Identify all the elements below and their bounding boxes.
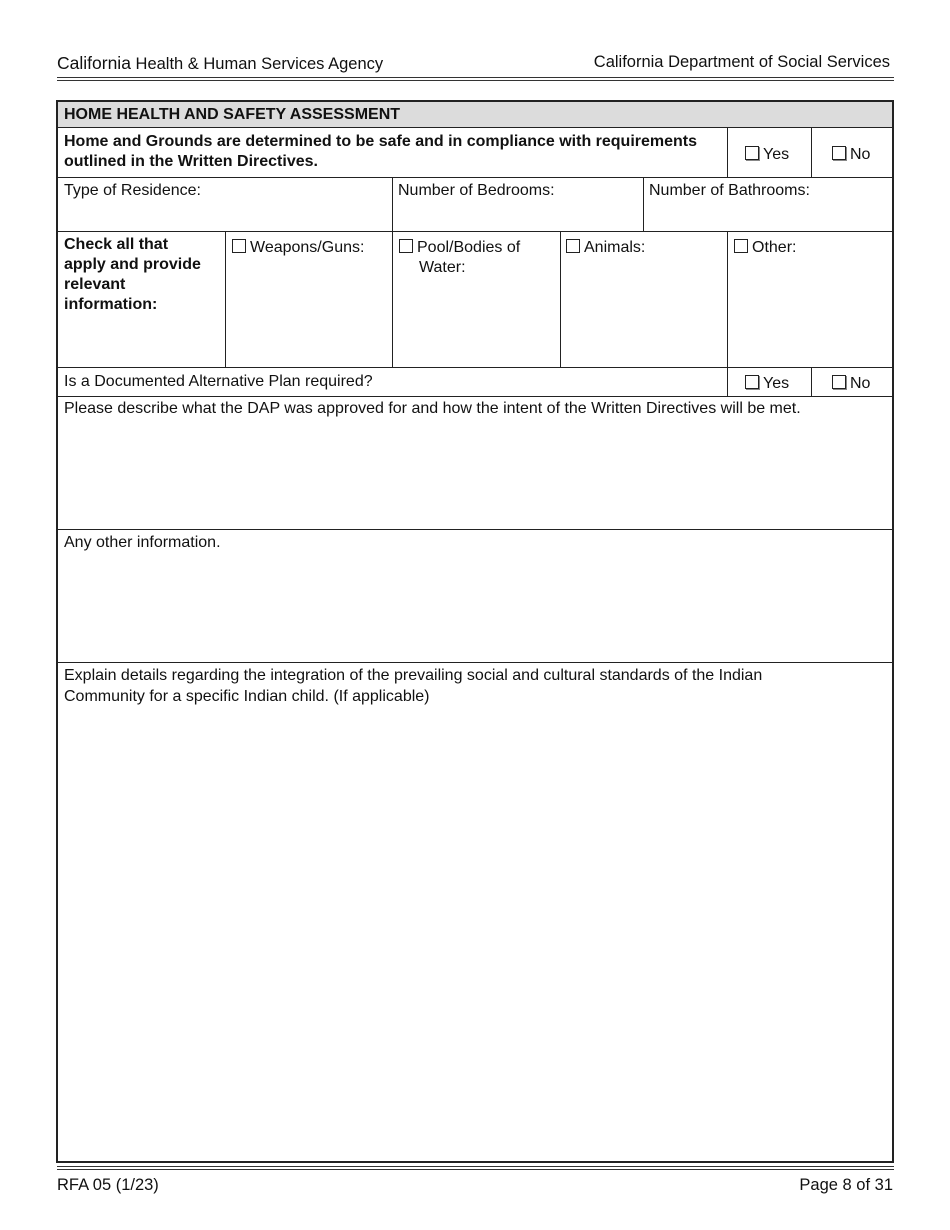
dap-no-checkbox[interactable] xyxy=(832,375,846,389)
divider xyxy=(727,367,728,396)
other-checkbox[interactable] xyxy=(734,239,748,253)
divider xyxy=(58,127,892,128)
divider xyxy=(58,367,892,368)
other-information-field[interactable]: Any other information. xyxy=(64,534,221,551)
footer-rule-2 xyxy=(57,1169,894,1170)
dap-question: Is a Documented Alternative Plan required? xyxy=(64,373,373,390)
compliance-statement: Home and Grounds are determined to be safe and in compliance with requirements outlined in the Written Directives. xyxy=(64,133,698,170)
compliance-yes-label: Yes xyxy=(763,146,790,163)
weapons-checkbox[interactable] xyxy=(232,239,246,253)
page-number: Page 8 of 31 xyxy=(799,1176,893,1194)
animals-label: Animals: xyxy=(584,239,646,256)
weapons-label: Weapons/Guns: xyxy=(250,239,365,256)
type-of-residence-field[interactable]: Type of Residence: xyxy=(64,182,201,199)
divider xyxy=(58,177,892,178)
weapons-option[interactable] xyxy=(232,238,364,258)
divider xyxy=(225,231,226,367)
divider xyxy=(58,662,892,663)
compliance-no-checkbox[interactable] xyxy=(832,146,846,160)
divider xyxy=(392,231,393,367)
divider xyxy=(727,127,728,177)
pool-label: Pool/Bodies of Water: xyxy=(417,239,521,276)
number-of-bathrooms-field[interactable]: Number of Bathrooms: xyxy=(649,182,810,199)
dap-no-label: No xyxy=(850,375,871,392)
compliance-yes-checkbox[interactable] xyxy=(745,146,759,160)
animals-checkbox[interactable] xyxy=(566,239,580,253)
assessment-form xyxy=(56,100,894,1163)
indian-child-field[interactable]: Explain details regarding the integration of the prevailing social and cultural standards of the Indian Community for a specific Indian child. (If applicable) xyxy=(64,667,763,705)
agency-rest: Health & Human Services Agency xyxy=(130,55,384,73)
dap-yes-checkbox[interactable] xyxy=(745,375,759,389)
other-option[interactable] xyxy=(734,238,796,258)
pool-option[interactable] xyxy=(399,238,549,278)
other-label: Other: xyxy=(752,239,797,256)
agency-name xyxy=(57,53,383,74)
check-all-label: Check all that apply and provide relevant information: xyxy=(64,236,201,313)
divider xyxy=(811,127,812,177)
footer-rule xyxy=(57,1166,894,1167)
compliance-yes-option[interactable] xyxy=(745,145,789,165)
number-of-bedrooms-field[interactable]: Number of Bedrooms: xyxy=(398,182,555,199)
compliance-no-label: No xyxy=(850,146,871,163)
form-id: RFA 05 (1/23) xyxy=(57,1176,159,1194)
dap-yes-option[interactable] xyxy=(745,374,789,394)
divider xyxy=(58,396,892,397)
section-title: HOME HEALTH AND SAFETY ASSESSMENT xyxy=(58,102,892,127)
animals-option[interactable] xyxy=(566,238,645,258)
divider xyxy=(643,177,644,231)
compliance-no-option[interactable] xyxy=(832,145,870,165)
dap-description-field[interactable]: Please describe what the DAP was approved for and how the intent of the Written Directives will be met. xyxy=(64,400,801,417)
agency-prefix: California xyxy=(57,53,131,73)
divider xyxy=(811,367,812,396)
divider xyxy=(392,177,393,231)
pool-checkbox[interactable] xyxy=(399,239,413,253)
department-name: California Department of Social Services xyxy=(593,53,890,71)
dap-yes-label: Yes xyxy=(763,375,790,392)
divider xyxy=(727,231,728,367)
divider xyxy=(58,529,892,530)
dap-no-option[interactable] xyxy=(832,374,870,394)
header-rule xyxy=(57,77,894,78)
divider xyxy=(560,231,561,367)
header-rule-2 xyxy=(57,80,894,81)
divider xyxy=(58,231,892,232)
